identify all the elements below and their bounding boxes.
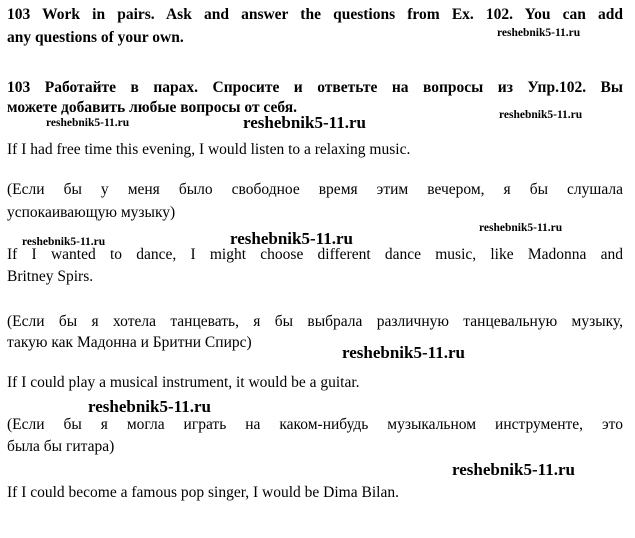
answer-3-russian-line-2: была бы гитара) [7, 438, 115, 455]
task-title-english-line-1: 103 Work in pairs. Ask and answer the questions from Ex. 102. You can add [7, 6, 623, 23]
watermark-text: reshebnik5-11.ru [88, 397, 211, 416]
watermark-text: reshebnik5-11.ru [452, 460, 575, 479]
answer-2-english-line-2: Britney Spirs. [7, 268, 94, 285]
watermark-text: reshebnik5-11.ru [499, 109, 583, 121]
answer-2-russian-line-1: (Если бы я хотела танцевать, я бы выбрала различную танцевальную музыку, [7, 313, 623, 330]
watermark-text: reshebnik5-11.ru [22, 236, 106, 248]
watermark-text: reshebnik5-11.ru [497, 27, 581, 39]
answer-1-russian-line-1: (Если бы у меня было свободное время этим вечером, я бы слушала [7, 181, 623, 198]
watermark-text: reshebnik5-11.ru [46, 117, 130, 129]
watermark-text: reshebnik5-11.ru [342, 343, 465, 362]
answer-2-russian-line-2: такую как Мадонна и Бритни Спирс) [7, 334, 252, 351]
answer-3-russian-line-1: (Если бы я могла играть на каком-нибудь музыкальном инструменте, это [7, 416, 623, 433]
answer-4-english: If I could become a famous pop singer, I would be Dima Bilan. [7, 484, 399, 501]
answer-3-english: If I could play a musical instrument, it would be a guitar. [7, 374, 360, 391]
answer-2-english-line-1: If I wanted to dance, I might choose different dance music, like Madonna and [7, 246, 623, 263]
task-title-russian-line-2: можете добавить любые вопросы от себя. [7, 99, 298, 116]
watermark-text: reshebnik5-11.ru [243, 113, 366, 132]
answer-1-english: If I had free time this evening, I would listen to a relaxing music. [7, 141, 411, 158]
watermark-text: reshebnik5-11.ru [230, 229, 353, 248]
answer-1-russian-line-2: успокаивающую музыку) [7, 204, 176, 221]
task-title-english-line-2: any questions of your own. [7, 29, 184, 46]
task-title-russian-line-1: 103 Работайте в парах. Спросите и ответьте на вопросы из Упр.102. Вы [7, 79, 623, 96]
watermark-text: reshebnik5-11.ru [479, 222, 563, 234]
